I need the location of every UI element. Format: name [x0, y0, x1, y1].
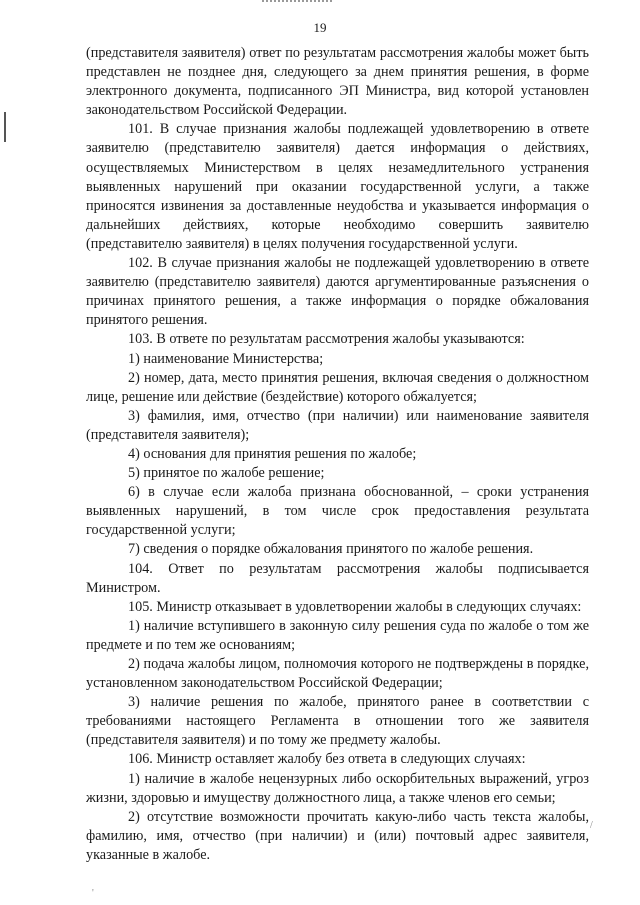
list-item-103-6: 6) в случае если жалоба признана обоснованной, – сроки устранения выявленных нарушений, в том числе срок предоставления результата государственной услуги; [86, 484, 589, 539]
list-item-103-3: 3) фамилия, имя, отчество (при наличии) или наименование заявителя (представителя заявителя); [86, 407, 589, 443]
document-body [86, 44, 589, 865]
list-item-105-3: 3) наличие решения по жалобе, принятого ранее в соответствии с требованиями настоящего Регламента в отношении того же заявителя (представителя заявителя) и по тому же предмету жалобы. [86, 694, 589, 749]
paragraph-103: 103. В ответе по результатам рассмотрения жалобы указываются: [128, 331, 525, 348]
scan-artifact-top [262, 0, 332, 8]
scan-artifact-mark: / [590, 820, 593, 831]
paragraph-101: 101. В случае признания жалобы подлежащей удовлетворению в ответе заявителю (представителю заявителя) дается информация о действиях, осуществляемых Министерством в целях незамедлительного устранения выявленных нарушений при оказании государственной услуги, а также приносятся извинения за доставленные неудобства и указывается информация о дальнейших действиях, которые необходимо совершить заявителю (представителю заявителя) в целях получения государственной услуги. [86, 121, 589, 252]
list-item-103-7: 7) сведения о порядке обжалования принятого по жалобе решения. [128, 541, 534, 558]
scan-artifact-mark: ' [92, 888, 94, 899]
list-item-106-2: 2) отсутствие возможности прочитать какую-либо часть текста жалобы, фамилию, имя, отчество (при наличии) и (или) почтовый адрес заявителя, указанные в жалобе. [86, 808, 589, 863]
paragraph-0: (представителя заявителя) ответ по результатам рассмотрения жалобы может быть представлен не позднее дня, следующего за днем принятия решения, в форме электронного документа, подписанного ЭП Министра, вид которой установлен законодательством Российской Федерации. [86, 45, 589, 119]
page-number: 19 [313, 20, 327, 35]
paragraph-106: 106. Министр оставляет жалобу без ответа в следующих случаях: [128, 751, 526, 768]
list-item-105-1: 1) наличие вступившего в законную силу решения суда по жалобе о том же предмете и по тем же основаниям; [86, 617, 589, 653]
paragraph-102: 102. В случае признания жалобы не подлежащей удовлетворению в ответе заявителю (представителю заявителя) даются аргументированные разъяснения о причинах принятого решения, а также информация о порядке обжалования принятого решения. [86, 255, 589, 329]
list-item-103-2: 2) номер, дата, место принятия решения, включая сведения о должностном лице, решение или действие (бездействие) которого обжалуется; [86, 369, 589, 405]
scan-artifact-left [4, 112, 6, 142]
paragraph-105: 105. Министр отказывает в удовлетворении жалобы в следующих случаях: [128, 598, 582, 615]
list-item-103-4: 4) основания для принятия решения по жалобе; [128, 445, 417, 462]
list-item-106-1: 1) наличие в жалобе нецензурных либо оскорбительных выражений, угроз жизни, здоровью и имуществу должностного лица, а также членов его семьи; [86, 770, 589, 806]
paragraph-104: 104. Ответ по результатам рассмотрения жалобы подписывается Министром. [86, 560, 589, 596]
list-item-103-1: 1) наименование Министерства; [128, 350, 324, 367]
list-item-105-2: 2) подача жалобы лицом, полномочия которого не подтверждены в порядке, установленном законодательством Российской Федерации; [86, 656, 589, 692]
list-item-103-5: 5) принятое по жалобе решение; [128, 465, 325, 482]
